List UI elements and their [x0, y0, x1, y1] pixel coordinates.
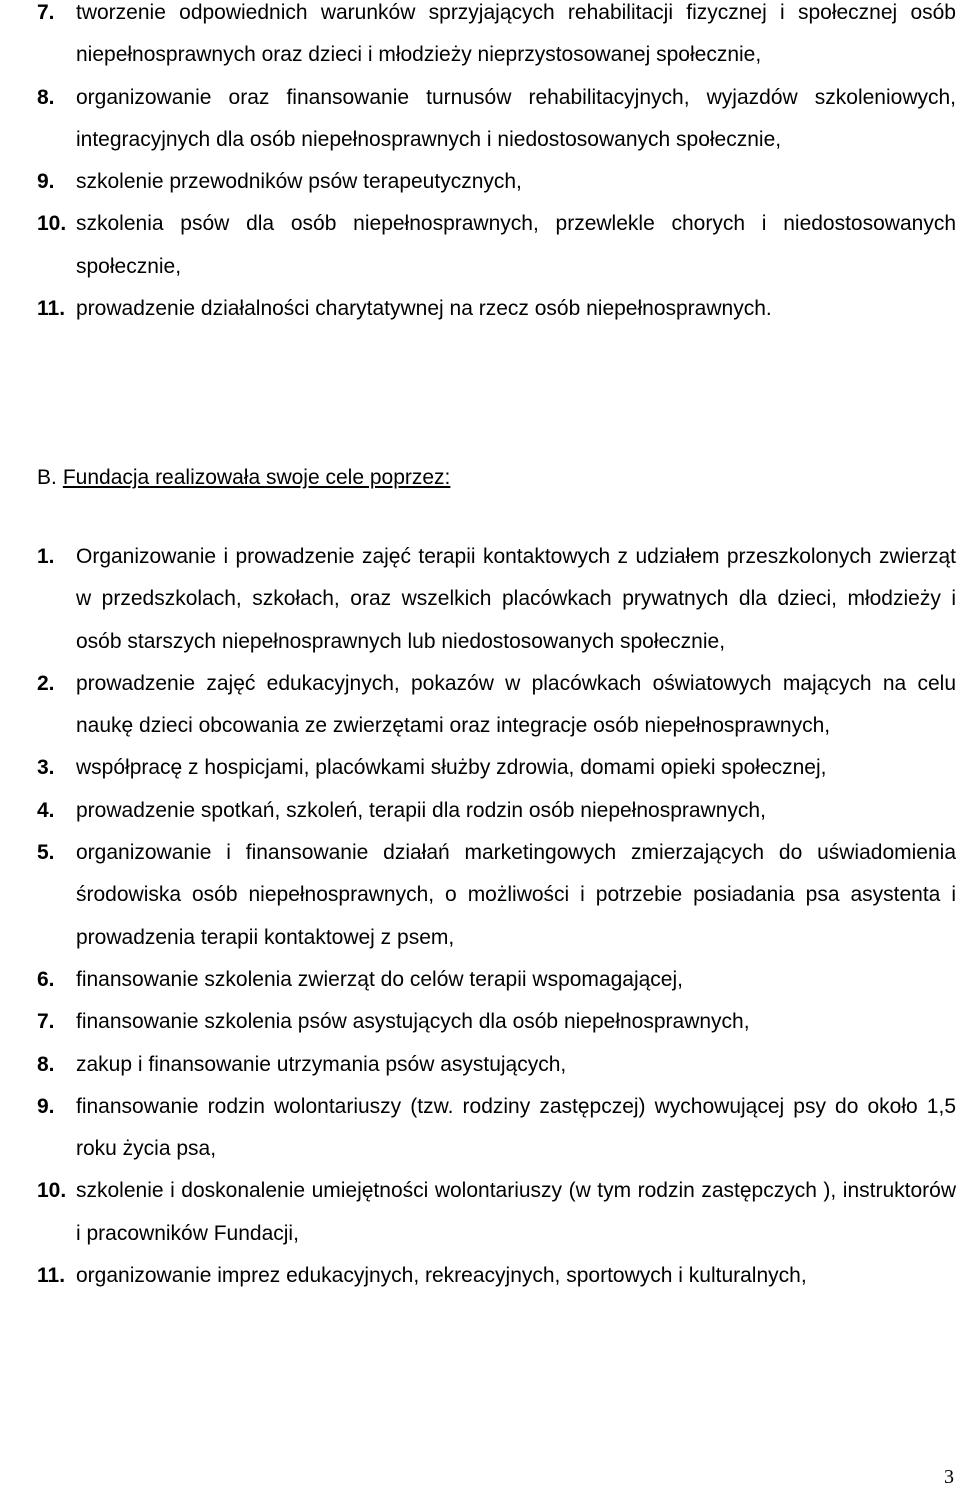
list-item	[0, 663, 960, 748]
item-text: szkolenie i doskonalenie umiejętności wolontariuszy (w tym rodzin zastępczych ), instruktorów i pracowników Fundacji,	[76, 1179, 956, 1245]
item-number: 10.	[37, 1179, 67, 1203]
item-number: 1.	[37, 545, 55, 568]
list-item	[0, 1086, 960, 1171]
item-number: 8.	[37, 1052, 55, 1076]
item-text: organizowanie i finansowanie działań marketingowych zmierzających do uświadomienia środowiska osób niepełnosprawnych, o możliwości i potrzebie posiadania psa asystenta i prowadzenia terapii kontaktowej z psem,	[76, 841, 956, 949]
list-item	[0, 0, 960, 77]
list-item	[0, 747, 960, 789]
item-text: tworzenie odpowiednich warunków sprzyjających rehabilitacji fizycznej i społecznej osób niepełnosprawnych oraz dzieci i młodzieży nieprzystosowanej społecznie,	[76, 1, 956, 67]
item-text: szkolenie przewodników psów terapeutycznych,	[76, 170, 522, 194]
list-item	[0, 161, 960, 203]
list-item	[0, 1001, 960, 1043]
item-number: 7.	[37, 1, 55, 24]
item-text: organizowanie oraz finansowanie turnusów rehabilitacyjnych, wyjazdów szkoleniowych, integracyjnych dla osób niepełnosprawnych i niedostosowanych społecznie,	[76, 85, 956, 151]
item-text: szkolenia psów dla osób niepełnosprawnych, przewlekle chorych i niedostosowanych społecznie,	[76, 212, 956, 278]
item-text: finansowanie szkolenia zwierząt do celów terapii wspomagającej,	[76, 967, 683, 991]
list-item	[0, 536, 960, 663]
item-number: 8.	[37, 85, 55, 109]
objectives-list	[0, 0, 960, 330]
item-text: prowadzenie spotkań, szkoleń, terapii dla rodzin osób niepełnosprawnych,	[76, 798, 766, 822]
item-number: 6.	[37, 967, 55, 991]
item-text: finansowanie szkolenia psów asystujących dla osób niepełnosprawnych,	[76, 1010, 750, 1034]
item-text: Organizowanie i prowadzenie zajęć terapii kontaktowych z udziałem przeszkolonych zwierząt w przedszkolach, szkołach, oraz wszelkich placówkach prywatnych dla dzieci, młodzieży i osób starszych niepełnosprawnych lub niedostosowanych społecznie,	[76, 545, 956, 653]
item-number: 5.	[37, 841, 55, 865]
item-number: 9.	[37, 170, 55, 194]
list-item	[0, 1170, 960, 1255]
item-number: 3.	[37, 756, 55, 780]
item-text: finansowanie rodzin wolontariuszy (tzw. rodziny zastępczej) wychowującej psy do około 1,5 roku życia psa,	[76, 1094, 956, 1161]
item-number: 10.	[37, 212, 67, 236]
item-text: prowadzenie zajęć edukacyjnych, pokazów w placówkach oświatowych mających na celu naukę dzieci obcowania ze zwierzętami oraz integracje osób niepełnosprawnych,	[76, 671, 956, 738]
item-number: 7.	[37, 1010, 55, 1034]
section-title: Fundacja realizowała swoje cele poprzez:	[62, 466, 451, 489]
item-number: 2.	[37, 671, 55, 695]
item-number: 9.	[37, 1094, 55, 1118]
item-number: 11.	[37, 297, 66, 321]
item-text: zakup i finansowanie utrzymania psów asystujących,	[76, 1052, 567, 1076]
page-number: 3	[944, 1466, 954, 1488]
list-item	[0, 1255, 960, 1297]
activities-list	[0, 536, 960, 1297]
item-text: organizowanie imprez edukacyjnych, rekreacyjnych, sportowych i kulturalnych,	[76, 1264, 807, 1288]
item-text: współpracę z hospicjami, placówkami służby zdrowia, domami opieki społecznej,	[76, 756, 827, 780]
section-b-heading	[37, 462, 450, 494]
list-item	[0, 1044, 960, 1086]
list-item	[0, 790, 960, 832]
section-letter: B.	[37, 466, 57, 489]
list-item	[0, 832, 960, 959]
list-item	[0, 288, 960, 330]
item-number: 4.	[37, 798, 55, 822]
list-item	[0, 203, 960, 288]
item-text: prowadzenie działalności charytatywnej na rzecz osób niepełnosprawnych.	[76, 297, 772, 321]
item-number: 11.	[37, 1264, 66, 1288]
list-item	[0, 77, 960, 162]
list-item	[0, 959, 960, 1001]
